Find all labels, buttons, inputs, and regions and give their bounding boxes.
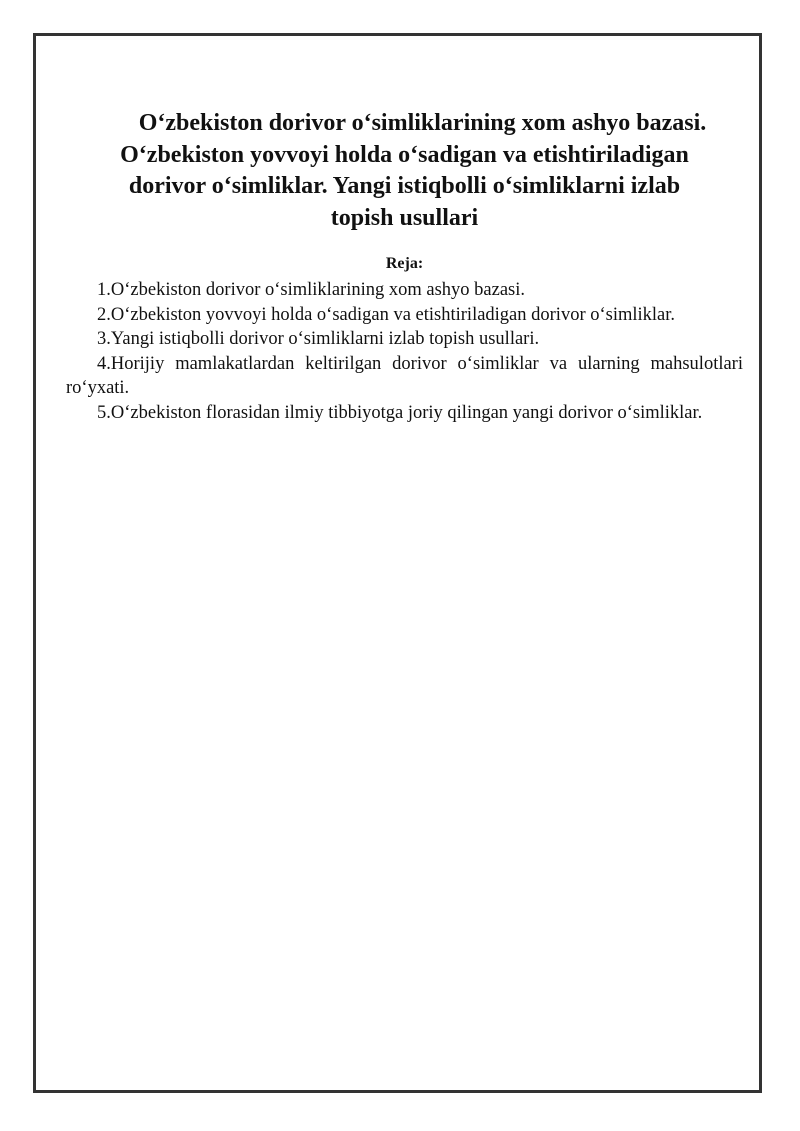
document-title [66,108,743,234]
plan-heading: Reja: [385,255,424,272]
plan-item-2: 2.O‘zbekiston yovvoyi holda o‘sadigan va etishtiriladigan dorivor o‘simliklar. [97,304,676,325]
title-line-2: O‘zbekiston yovvoyi holda o‘sadigan va etishtiriladigan [120,141,689,168]
title-line-4: topish usullari [330,204,479,231]
plan-item-5: 5.O‘zbekiston florasidan ilmiy tibbiyotga joriy qilingan yangi dorivor o‘simliklar. [97,402,703,423]
plan-item-3: 3.Yangi istiqbolli dorivor o‘simliklarni izlab topish usullari. [97,329,540,349]
document-body [66,108,743,425]
title-line-1: O‘zbekiston dorivor o‘simliklarining xom ashyo bazasi. [138,110,707,136]
title-line-3: dorivor o‘simliklar. Yangi istiqbolli o‘simliklarni izlab [128,173,681,199]
plan-list [66,278,743,425]
plan-item-4: 4.Horijiy mamlakatlardan keltirilgan dorivor o‘simliklar va ularning mahsulotlari ro‘yxati. [66,353,743,398]
plan-item-1: 1.O‘zbekiston dorivor o‘simliklarining xom ashyo bazasi. [97,280,525,300]
